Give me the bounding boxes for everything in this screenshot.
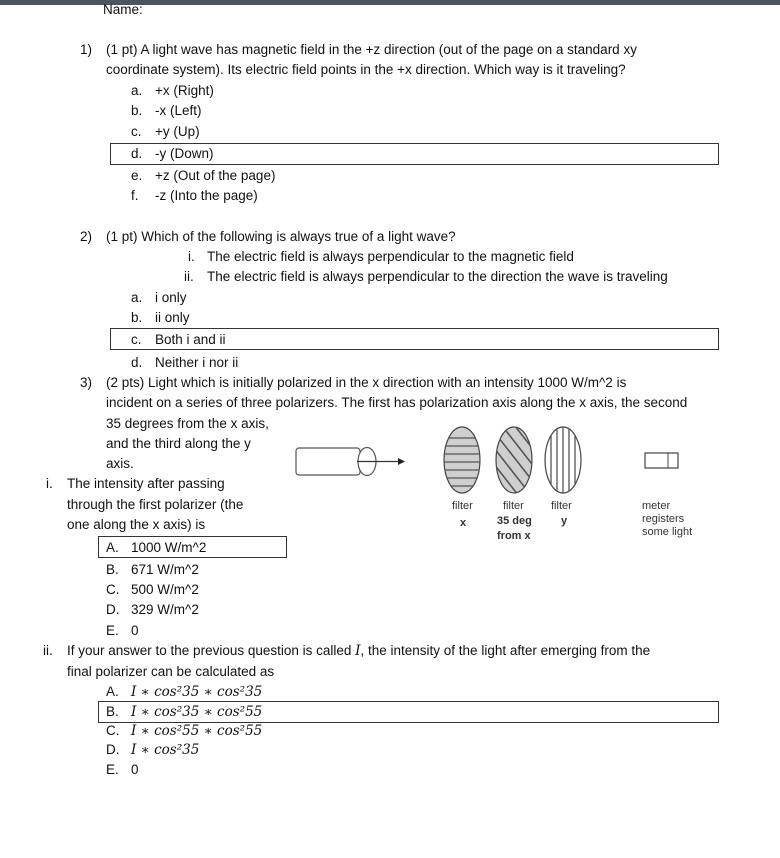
- q2-option-d-letter: d.: [131, 355, 143, 370]
- q3-sub-ii-line1: If your answer to the previous question is called I, the intensity of the light after emerging from the: [67, 643, 651, 659]
- q3-text-line4: and the third along the y: [106, 436, 251, 451]
- q3-ii-option-b: I ∗ cos²35 ∗ cos²55: [131, 704, 263, 720]
- filter1-label: filter: [452, 500, 473, 512]
- meter-label-3: some light: [642, 526, 693, 538]
- meter-icon: [645, 453, 678, 468]
- q3-i-option-d-letter: D.: [106, 602, 120, 617]
- q3-ii-option-c: I ∗ cos²55 ∗ cos²55: [131, 723, 263, 739]
- meter-label-2: registers: [642, 513, 685, 525]
- q3-ii-option-e: 0: [131, 762, 139, 777]
- q3-i-option-c: 500 W/m^2: [131, 582, 199, 597]
- q1-option-a-letter: a.: [131, 83, 143, 98]
- q3-i-option-b: 671 W/m^2: [131, 562, 199, 577]
- q3-sub-ii-num: ii.: [43, 643, 53, 658]
- q1-number: 1): [80, 42, 93, 57]
- q3-sub-i-line1: The intensity after passing: [67, 476, 225, 491]
- q3-ii-option-d: I ∗ cos²35: [131, 742, 200, 758]
- q2-option-b-letter: b.: [131, 310, 143, 325]
- filter3-label: filter: [551, 500, 572, 512]
- q3-ii-option-a: I ∗ cos²35 ∗ cos²35: [131, 684, 263, 700]
- q1-option-e-letter: e.: [131, 168, 143, 183]
- q2-statement-ii: The electric field is always perpendicular to the direction the wave is traveling: [207, 269, 668, 284]
- q1-option-c: +y (Up): [155, 124, 200, 139]
- meter-label-1: meter: [642, 500, 671, 512]
- q2-statement-ii-num: ii.: [184, 269, 194, 284]
- q3-i-option-c-letter: C.: [106, 582, 120, 597]
- q3-text-line1: (2 pts) Light which is initially polarized in the x direction with an intensity 1000 W/m^2 is: [106, 375, 627, 390]
- q3-ii-option-c-letter: C.: [106, 723, 120, 738]
- filter-y-icon: [545, 420, 581, 500]
- q1-option-c-letter: c.: [131, 124, 142, 139]
- q3-text-line2: incident on a series of three polarizers. The first has polarization axis along the x axis, the second: [106, 395, 688, 410]
- q2-number: 2): [80, 229, 93, 244]
- q3-ii-option-d-letter: D.: [106, 742, 120, 757]
- q3-ii-option-e-letter: E.: [106, 762, 119, 777]
- q3-i-option-e: 0: [131, 623, 139, 638]
- q3-sub-i-num: i.: [46, 476, 53, 491]
- q3-i-option-d: 329 W/m^2: [131, 602, 199, 617]
- q2-text-line1: (1 pt) Which of the following is always true of a light wave?: [106, 229, 456, 244]
- q1-text-line2: coordinate system). Its electric field points in the +x direction. Which way is it traveling?: [106, 62, 626, 77]
- q1-option-b: -x (Left): [155, 103, 202, 118]
- q2-option-c-letter: c.: [131, 332, 142, 347]
- q1-option-e: +z (Out of the page): [155, 168, 276, 183]
- q3-number: 3): [80, 375, 93, 390]
- q3-text-line5: axis.: [106, 456, 134, 471]
- q3-sub-ii-line2: final polarizer can be calculated as: [67, 664, 275, 679]
- filter2-label: filter: [503, 500, 524, 512]
- q1-option-a: +x (Right): [155, 83, 214, 98]
- q1-option-d: -y (Down): [155, 146, 214, 161]
- q1-option-b-letter: b.: [131, 103, 143, 118]
- q3-i-option-e-letter: E.: [106, 623, 119, 638]
- q3-ii-option-b-letter: B.: [106, 704, 119, 719]
- q1-option-d-letter: d.: [131, 146, 143, 161]
- q2-option-c: Both i and ii: [155, 332, 226, 347]
- q2-statement-i: The electric field is always perpendicular to the magnetic field: [207, 249, 574, 264]
- q1-option-f: -z (Into the page): [155, 188, 258, 203]
- q3-i-option-a-letter: A.: [106, 540, 119, 555]
- name-label: Name:: [103, 2, 143, 17]
- q2-option-a: i only: [155, 290, 187, 305]
- q3-sub-i-line3: one along the x axis) is: [67, 517, 206, 532]
- q2-option-d: Neither i nor ii: [155, 355, 239, 370]
- q2-statement-i-num: i.: [188, 249, 195, 264]
- q3-i-option-a: 1000 W/m^2: [131, 540, 207, 555]
- q3-sub-i-line2: through the first polarizer (the: [67, 497, 244, 512]
- q3-text-line3: 35 degrees from the x axis,: [106, 416, 269, 431]
- filter-x-icon: [440, 427, 484, 493]
- filter2-axis: 35 deg: [497, 515, 532, 527]
- q3-ii-option-a-letter: A.: [106, 684, 119, 699]
- filter3-axis: y: [561, 515, 568, 527]
- light-source-icon: [296, 448, 405, 476]
- filter1-axis: x: [460, 517, 467, 529]
- q3-i-option-b-letter: B.: [106, 562, 119, 577]
- filter2-axis2: from x: [497, 530, 531, 542]
- q2-option-a-letter: a.: [131, 290, 143, 305]
- q1-text-line1: (1 pt) A light wave has magnetic field in the +z direction (out of the page on a standard xy: [106, 42, 637, 57]
- q2-option-b: ii only: [155, 310, 190, 325]
- q1-option-f-letter: f.: [131, 188, 139, 203]
